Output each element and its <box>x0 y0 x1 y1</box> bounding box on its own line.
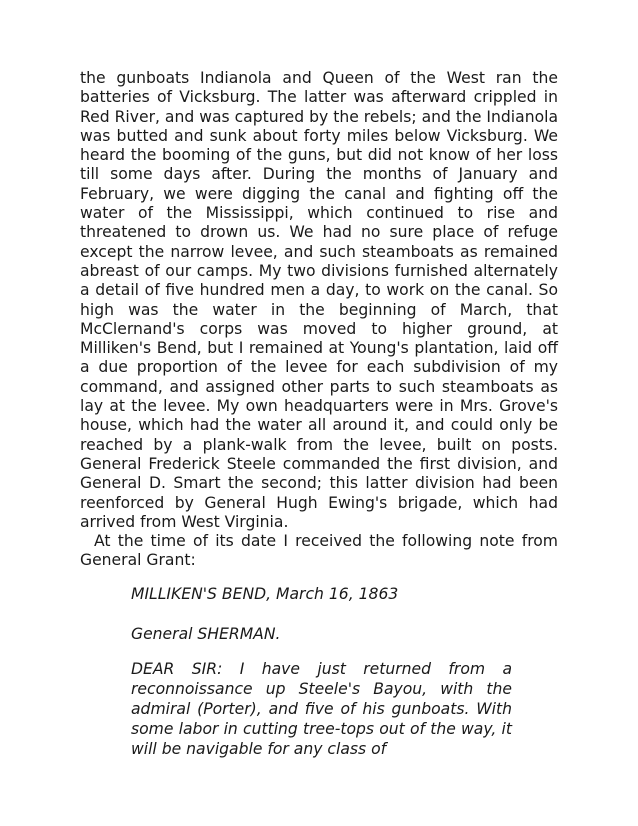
letter-salutation: General SHERMAN. <box>131 625 281 643</box>
letter-dateline: MILLIKEN'S BEND, March 16, 1863 <box>131 585 399 603</box>
page-body <box>80 69 558 571</box>
narrative-paragraph: At the time of its date I received the following note from General Grant: <box>80 532 558 570</box>
narrative-paragraph: the gunboats Indianola and Queen of the West ran the batteries of Vicksburg. The latter was afterward crippled in Red River, and was captured by the rebels; and the Indianola was butted and sunk about forty miles below Vicksburg. We heard the booming of the guns, but did not know of her loss till some days after. During the months of January and February, we were digging the canal and fighting off the water of the Mississippi, which continued to rise and threatened to drown us. We had no sure place of refuge except the narrow levee, and such steamboats as remained abreast of our camps. My two divisions furnished alternately a detail of five hundred men a day, to work on the canal. So high was the water in the beginning of March, that McClernand's corps was moved to higher ground, at Milliken's Bend, but I remained at Young's plantation, laid off a due proportion of the levee for each subdivision of my command, and assigned other parts to such steamboats as lay at the levee. My own headquarters were in Mrs. Grove's house, which had the water all around it, and could only be reached by a plank-walk from the levee, built on posts. General Frederick Steele commanded the first division, and General D. Smart the second; this latter division had been reenforced by General Hugh Ewing's brigade, which had arrived from West Virginia. <box>80 69 558 531</box>
letter-body: DEAR SIR: I have just returned from a reconnoissance up Steele's Bayou, with the admiral (Porter), and five of his gunboats. With some labor in cutting tree-tops out of the way, it will be navigable for any class of <box>131 660 512 758</box>
